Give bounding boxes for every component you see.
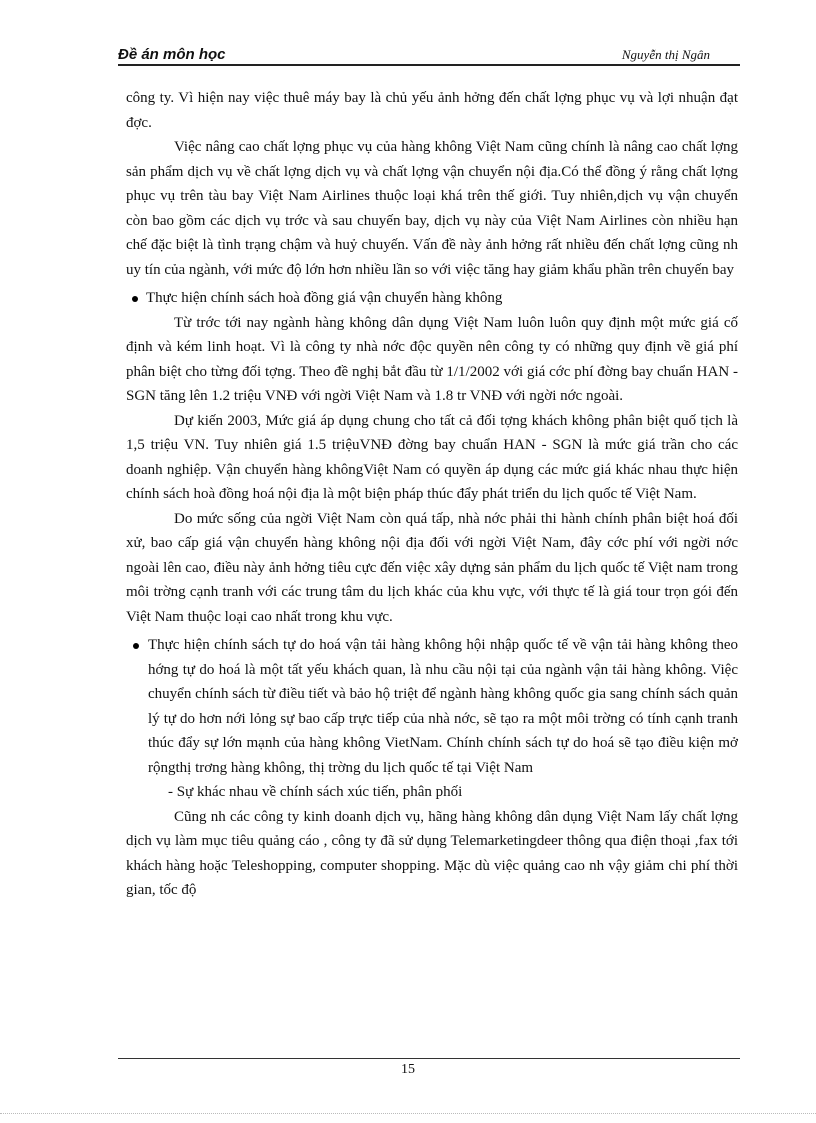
- page-edge-divider: [0, 1113, 816, 1114]
- bullet-text: Thực hiện chính sách hoà đồng giá vận chuyển hàng không: [146, 290, 503, 306]
- header-title: Đề án môn học: [118, 46, 226, 63]
- page-header: [118, 44, 740, 66]
- paragraph: công ty. Vì hiện nay việc thuê máy bay là chủ yếu ảnh hởng đến chất lợng phục vụ và lợi nhuận đạt đợc.: [126, 90, 738, 131]
- dash-item: - Sự khác nhau về chính sách xúc tiến, phân phối: [168, 784, 463, 800]
- bullet-item: [126, 286, 738, 311]
- paragraph: Do mức sống của ngời Việt Nam còn quá tấp, nhà nớc phải thi hành chính phân biệt hoá đối xử, bao cấp giá vận chuyển hàng không nội địa đối với ngời Việt Nam, đây cớc phí với ngời nớc ngoài lên cao, điều này ảnh hởng tiêu cực đến việc xây dựng sản phẩm du lịch quốc tế Việt nam trong môi trờng cạnh tranh với các trung tâm du lịch khác của khu vực, với thực tế là giá tour trọn gói đến Việt Nam thuộc loại cao nhất trong khu vực.: [126, 510, 738, 625]
- bullet-icon: [133, 643, 139, 649]
- bullet-text: Thực hiện chính sách tự do hoá vận tải hàng không hội nhập quốc tế về vận tải hàng không theo hớng tự do hoá là một tất yếu khách quan, là nhu cầu nội tại của ngành vận tải hàng không. Việc chuyển chính sách từ điều tiết và bảo hộ triệt để ngành hàng không quốc gia sang chính sách quản lý tự do hơn nới lỏng sự bao cấp trực tiếp của nhà nớc, sẽ tạo ra một môi trờng có tính cạnh tranh thúc đẩy sự lớn mạnh của hàng không VietNam. Chính chính sách tự do hoá sẽ tạo điều kiện mở rộngthị trơng hàng không, thị trờng du lịch quốc tế tại Việt Nam: [148, 637, 738, 776]
- paragraph: Cũng nh các công ty kinh doanh dịch vụ, hãng hàng không dân dụng Việt Nam lấy chất lợng dịch vụ làm mục tiêu quảng cáo , công ty đã sử dụng Telemarketingdeer thông qua điện thoại ,fax tới khách hàng hoặc Teleshopping, computer shopping. Mặc dù việc quảng cao nh vậy giảm chi phí thời gian, tốc độ: [126, 808, 738, 898]
- paragraph: Dự kiến 2003, Mức giá áp dụng chung cho tất cả đối tợng khách không phân biệt quố tịch là 1,5 triệu VN. Tuy nhiên giá 1.5 triệuVNĐ đờng bay chuẩn HAN - SGN là mức giá trần cho các doanh nghiệp. Vận chuyển hàng khôngViệt Nam có quyền áp dụng các mức giá khác nhau thực hiện chính sách hoà đồng hoá nội địa là một biện pháp thúc đẩy phát triển du lịch quốc tế Việt Nam.: [126, 412, 738, 502]
- paragraph: Việc nâng cao chất lợng phục vụ của hàng không Việt Nam cũng chính là nâng cao chất lợng sản phẩm dịch vụ về chất lợng dịch vụ và chất lợng vận chuyển nội địa.Có thể đồng ý rằng chất lợng phục vụ trên tàu bay Việt Nam Airlines thuộc loại khá trên thế giới. Tuy nhiên,dịch vụ vận chuyển còn bao gồm các dịch vụ trớc và sau chuyến bay, dịch vụ này của Việt Nam Airlines còn nhiều hạn chế đặc biệt là tình trạng chậm và huỷ chuyến. Vấn đề này ảnh hởng rất nhiều đến chất lợng cũng nh uy tín của ngành, với mức độ lớn hơn nhiều lần so với việc tăng hay giảm khẩu phần trên chuyến bay: [126, 139, 738, 278]
- page-number: 15: [401, 1062, 415, 1077]
- footer-rule: [118, 1058, 740, 1059]
- document-body: [126, 86, 738, 903]
- paragraph: Từ trớc tới nay ngành hàng không dân dụng Việt Nam luôn luôn quy định một mức giá cố định và kém linh hoạt. Vì là công ty nhà nớc độc quyền nên công ty có những quy định về giá phí phân biệt cho từng đối tợng. Theo đề nghị bắt đầu từ 1/1/2002 với giá cớc phí đờng bay chuẩn HAN - SGN tăng lên 1.2 triệu VNĐ với ngời Việt Nam và 1.8 tr VNĐ với ngời nớc ngoài.: [126, 314, 738, 404]
- bullet-icon: [132, 296, 138, 302]
- header-author: Nguyễn thị Ngân: [621, 47, 710, 62]
- bullet-item: [126, 633, 738, 780]
